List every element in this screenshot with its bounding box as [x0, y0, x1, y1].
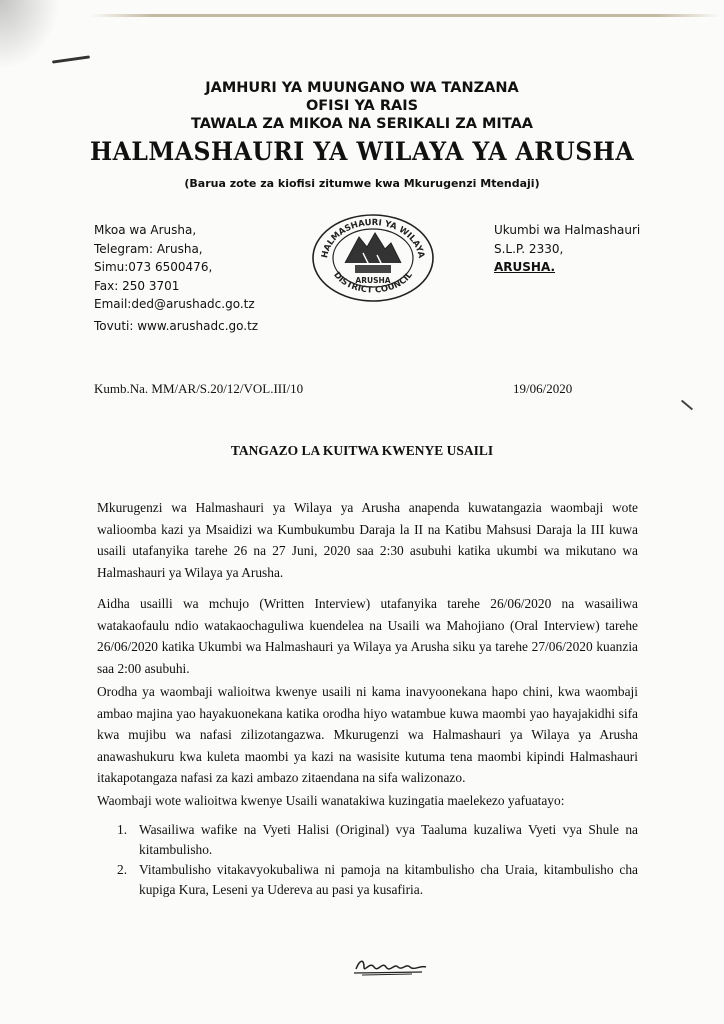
council-address: [494, 221, 640, 277]
list-item: [97, 820, 638, 859]
reference-number: Kumb.Na. MM/AR/S.20/12/VOL.III/10: [94, 381, 304, 396]
list-item-number: 2.: [117, 862, 128, 877]
header-note: (Barua zote za kiofisi zitumwe kwa Mkurugenzi Mtendaji): [184, 177, 540, 190]
top-edge-line: [90, 14, 720, 17]
header-administration: TAWALA ZA MIKOA NA SERIKALI ZA MITAA: [190, 116, 534, 132]
instructions-list: [97, 820, 638, 900]
paragraph-candidate-list: Orodha ya waombaji walioitwa kwenye usaili ni kama inavyoonekana hapo chini, kwa waombaji ambao majina yao hayakuonekana katika orodha hiyo watambue kuwa maombi yao hayajakidhi sifa kwa mujibu wa nafasi zilizotangazwa. Mkurugenzi wa Halmashauri ya Wilaya ya Arusha anawashukuru kwa kuleta maombi ya kazi na wasisite kutuma tena maombi kipindi Halmashauri itakapotangaza nafasi za kazi ambazo zitaendana na sifa walizonazo.: [97, 684, 638, 785]
header-council-name: HALMASHAURI YA WILAYA YA ARUSHA: [89, 137, 635, 166]
address-phone: Simu:073 6500476,: [94, 260, 213, 274]
address-fax: Fax: 250 3701: [94, 278, 180, 293]
address-po-box: S.L.P. 2330,: [494, 241, 564, 256]
signature: [352, 955, 430, 977]
header-republic: JAMHURI YA MUUNGANO WA TANZANA: [205, 80, 519, 96]
address-telegram: Telegram: Arusha,: [94, 241, 203, 256]
list-item-text: Wasailiwa wafike na Vyeti Halisi (Original) vya Taaluma kuzaliwa Vyeti vya Shule na kitambulisho.: [139, 822, 638, 857]
pen-tick-mark: [681, 400, 693, 411]
address-email: Email:ded@arushadc.go.tz: [94, 297, 255, 311]
address-region: Mkoa wa Arusha,: [94, 223, 197, 237]
paragraph-interview-schedule: Aidha usailli wa mchujo (Written Interview) utafanyika tarehe 26/06/2020 na wasailiwa watakaofaulu ndio watakaochaguliwa kuendelea na Usaili wa Mahojiano (Oral Interview) tarehe 26/06/2020 katika Ukumbi wa Halmashauri ya Wilaya ya Arusha siku ya tarehe 27/06/2020 kuanzia saa 2:00 asubuhi.: [97, 596, 638, 676]
paragraph-announcement: Mkurugenzi wa Halmashauri ya Wilaya ya Arusha anapenda kuwatangazia waombaji wote walioomba kazi ya Msaidizi wa Kumbukumbu Daraja la II na Katibu Mahsusi Daraja la III kuwa usaili utafanyika tarehe 26 na 27 Juni, 2020 saa 2:30 asubuhi katika ukumbi wa mikutano wa Halmashauri ya Wilaya ya Arusha.: [97, 500, 638, 580]
list-item: [97, 860, 638, 899]
seal-top-text: HALMASHAURI YA WILAYA: [320, 217, 426, 260]
address-website: Tovuti: www.arushadc.go.tz: [94, 319, 259, 333]
notice-title: TANGAZO LA KUITWA KWENYE USAILI: [230, 443, 494, 458]
seal-bottom-text: DISTRICT COUNCIL: [331, 270, 415, 296]
scan-corner-shadow: [0, 0, 60, 70]
seal-middle-text: ARUSHA: [355, 276, 391, 285]
list-item-text: Vitambulisho vitakavyokubaliwa ni pamoja na kitambulisho cha Uraia, kitambulisho cha kupiga Kura, Leseni ya Udereva au pasi ya kusafiria.: [139, 862, 638, 897]
header-office: OFISI YA RAIS: [305, 98, 419, 114]
sender-address: [94, 221, 255, 314]
address-city: ARUSHA.: [494, 260, 556, 274]
address-hall: Ukumbi wa Halmashauri: [494, 223, 641, 237]
paragraph-instructions-intro: Waombaji wote walioitwa kwenye Usaili wanatakiwa kuzingatia maelekezo yafuatayo:: [97, 793, 565, 808]
letter-date: 19/06/2020: [513, 381, 573, 396]
council-seal-logo: [311, 213, 435, 303]
list-item-number: 1.: [117, 822, 128, 837]
